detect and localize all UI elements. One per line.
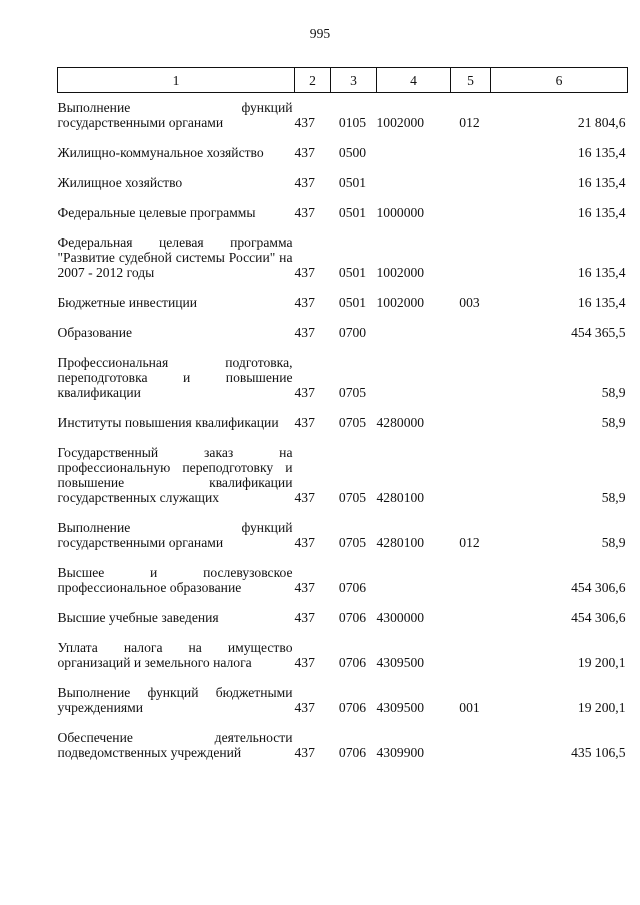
row-col-4: 4309500 <box>376 699 425 715</box>
row-amount: 16 135,4 <box>577 204 626 220</box>
table-row <box>58 160 628 190</box>
page-number: 995 <box>309 26 331 41</box>
row-amount: 58,9 <box>601 489 626 505</box>
row-col-2: 437 <box>294 579 315 595</box>
row-col-2: 437 <box>294 174 315 190</box>
row-col-5 <box>451 190 491 220</box>
table-row <box>58 715 628 760</box>
row-name: Обеспечение деятельности подведомственных учреждений <box>57 729 293 760</box>
table-row <box>58 340 628 400</box>
row-col-4: 4280100 <box>376 489 425 505</box>
table-row <box>58 550 628 595</box>
row-col-3: 0706 <box>338 579 367 595</box>
row-amount: 58,9 <box>601 384 626 400</box>
budget-table <box>57 67 628 760</box>
row-name: Высшие учебные заведения <box>57 609 219 625</box>
row-name: Уплата налога на имущество организаций и земельного налога <box>57 639 293 670</box>
row-col-5 <box>451 400 491 430</box>
header-col-3: 3 <box>331 68 377 93</box>
row-col-5 <box>451 160 491 190</box>
row-col-2: 437 <box>294 744 315 760</box>
row-amount: 454 365,5 <box>571 324 626 340</box>
row-col-4: 1000000 <box>376 204 425 220</box>
row-col-5 <box>451 220 491 280</box>
row-col-4: 4300000 <box>376 609 425 625</box>
row-col-5: 003 <box>459 294 480 310</box>
row-col-5 <box>451 625 491 670</box>
row-col-4 <box>377 340 451 400</box>
row-name: Федеральная целевая программа "Развитие судебной системы России" на 2007 - 2012 годы <box>57 234 293 280</box>
row-col-5 <box>451 595 491 625</box>
row-amount: 19 200,1 <box>577 699 626 715</box>
row-col-3: 0501 <box>338 174 367 190</box>
row-name: Институты повышения квалификации <box>57 414 279 430</box>
row-col-5 <box>451 130 491 160</box>
row-col-3: 0705 <box>338 384 367 400</box>
row-col-3: 0705 <box>338 534 367 550</box>
row-col-2: 437 <box>294 294 315 310</box>
row-col-2: 437 <box>294 489 315 505</box>
table-row <box>58 130 628 160</box>
row-col-5 <box>451 430 491 505</box>
row-amount: 16 135,4 <box>577 294 626 310</box>
header-col-5: 5 <box>451 68 491 93</box>
row-col-4 <box>377 160 451 190</box>
row-amount: 16 135,4 <box>577 174 626 190</box>
table-row <box>58 220 628 280</box>
row-name: Государственный заказ на профессиональную переподготовку и повышение квалификации государственных служащих <box>57 444 293 505</box>
row-col-5: 001 <box>459 699 480 715</box>
row-amount: 16 135,4 <box>577 144 626 160</box>
header-col-2: 2 <box>295 68 331 93</box>
row-name: Выполнение функций государственными органами <box>57 99 293 130</box>
row-col-2: 437 <box>294 414 315 430</box>
row-amount: 21 804,6 <box>577 114 626 130</box>
header-col-1: 1 <box>58 68 295 93</box>
header-col-4: 4 <box>377 68 451 93</box>
row-col-4: 4309500 <box>376 654 425 670</box>
row-col-5 <box>451 550 491 595</box>
row-name: Федеральные целевые программы <box>57 204 256 220</box>
table-row <box>58 280 628 310</box>
row-col-3: 0501 <box>338 204 367 220</box>
table-row <box>58 190 628 220</box>
row-col-4: 1002000 <box>376 264 425 280</box>
row-col-2: 437 <box>294 699 315 715</box>
row-amount: 435 106,5 <box>571 744 626 760</box>
row-col-4: 4280000 <box>376 414 425 430</box>
row-col-2: 437 <box>294 324 315 340</box>
row-col-3: 0706 <box>338 699 367 715</box>
row-amount: 19 200,1 <box>577 654 626 670</box>
table-row <box>58 625 628 670</box>
row-amount: 454 306,6 <box>571 579 626 595</box>
table-row <box>58 430 628 505</box>
row-col-2: 437 <box>294 144 315 160</box>
row-name: Жилищно-коммунальное хозяйство <box>57 144 264 160</box>
row-col-2: 437 <box>294 534 315 550</box>
row-col-5: 012 <box>459 114 480 130</box>
header-row <box>58 68 628 93</box>
row-amount: 454 306,6 <box>571 609 626 625</box>
row-name: Жилищное хозяйство <box>57 174 183 190</box>
row-col-3: 0105 <box>338 114 367 130</box>
row-col-5: 012 <box>459 534 480 550</box>
row-col-4 <box>377 130 451 160</box>
row-col-3: 0706 <box>338 654 367 670</box>
row-col-3: 0501 <box>338 294 367 310</box>
table-row <box>58 670 628 715</box>
row-col-3: 0700 <box>338 324 367 340</box>
row-amount: 58,9 <box>601 534 626 550</box>
row-name: Высшее и послевузовское профессиональное образование <box>57 564 293 595</box>
row-col-4: 4309900 <box>376 744 425 760</box>
row-name: Выполнение функций бюджетными учреждениями <box>57 684 293 715</box>
table-row <box>58 400 628 430</box>
table-row <box>58 595 628 625</box>
row-amount: 16 135,4 <box>577 264 626 280</box>
row-name: Образование <box>57 324 133 340</box>
row-col-4: 1002000 <box>376 114 425 130</box>
row-col-3: 0706 <box>338 744 367 760</box>
table-row <box>58 505 628 550</box>
row-col-2: 437 <box>294 609 315 625</box>
row-col-2: 437 <box>294 654 315 670</box>
row-col-3: 0501 <box>338 264 367 280</box>
row-col-5 <box>451 340 491 400</box>
row-col-4: 1002000 <box>376 294 425 310</box>
row-col-4 <box>377 310 451 340</box>
row-col-2: 437 <box>294 384 315 400</box>
row-col-3: 0705 <box>338 489 367 505</box>
row-col-3: 0500 <box>338 144 367 160</box>
table-row <box>58 310 628 340</box>
row-name: Выполнение функций государственными органами <box>57 519 293 550</box>
row-name: Профессиональная подготовка, переподготовка и повышение квалификации <box>57 354 293 400</box>
header-col-6: 6 <box>491 68 628 93</box>
row-col-3: 0705 <box>338 414 367 430</box>
row-col-3: 0706 <box>338 609 367 625</box>
row-col-2: 437 <box>294 204 315 220</box>
row-col-5 <box>451 310 491 340</box>
row-col-4: 4280100 <box>376 534 425 550</box>
row-col-2: 437 <box>294 264 315 280</box>
row-col-5 <box>451 715 491 760</box>
row-col-2: 437 <box>294 114 315 130</box>
row-col-4 <box>377 550 451 595</box>
table-row <box>58 93 628 130</box>
row-amount: 58,9 <box>601 414 626 430</box>
row-name: Бюджетные инвестиции <box>57 294 198 310</box>
